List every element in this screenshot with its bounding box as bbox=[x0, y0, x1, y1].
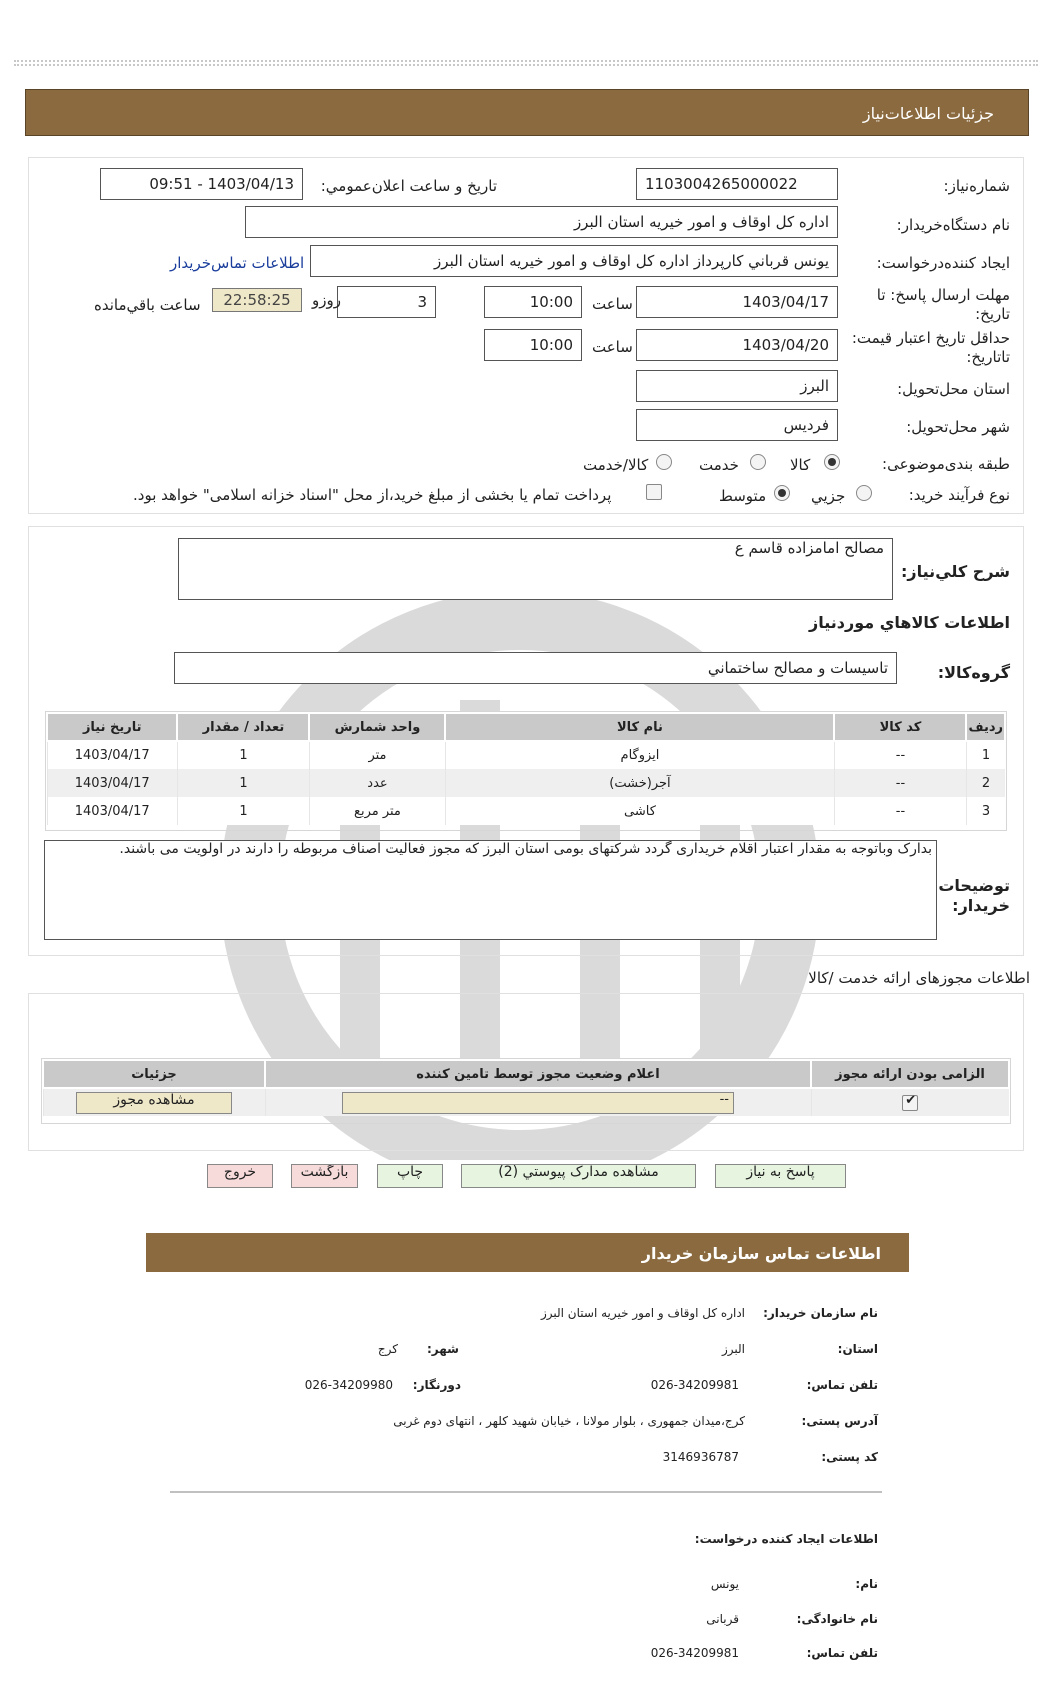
table-row[interactable] bbox=[43, 1088, 1009, 1116]
permit-required-checkbox[interactable] bbox=[902, 1092, 918, 1111]
col-quantity: تعداد / مقدار bbox=[177, 713, 309, 741]
price-validity-time-label: ساعت bbox=[592, 338, 633, 356]
days-field: 3 bbox=[337, 286, 436, 318]
contact-phone-label: تلفن تماس: bbox=[806, 1378, 878, 1392]
contact-divider bbox=[170, 1491, 882, 1493]
print-button[interactable]: چاپ bbox=[377, 1164, 443, 1188]
remaining-label: ساعت باقي‌مانده bbox=[94, 296, 201, 314]
col-date: تاريخ نياز bbox=[47, 713, 177, 741]
goods-section-title: اطلاعات کالاهاي موردنياز bbox=[809, 613, 1010, 632]
summary-label: شرح کلي‌نياز: bbox=[901, 562, 1010, 581]
deadline-date-field: 1403/04/17 bbox=[636, 286, 838, 318]
buyer-org-field: اداره کل اوقاف و امور خيريه استان البرز bbox=[245, 206, 838, 238]
buyer-notes-field: بدارک وباتوجه به مقدار اعتبار اقلام خريداری گردد شرکتهای بومی استان البرز که مجوز فعاليت اصناف مربوطه را دارند در اولويت می باشند. bbox=[44, 840, 937, 940]
summary-field: مصالح امامزاده قاسم ع bbox=[178, 538, 893, 600]
category-option-service: خدمت bbox=[699, 456, 739, 474]
category-radio-goods-service[interactable] bbox=[656, 454, 672, 470]
countdown-timer: 22:58:25 bbox=[212, 288, 302, 312]
contact-city-value: کرج bbox=[377, 1342, 398, 1356]
creator-family-value: قربانی bbox=[706, 1612, 739, 1626]
city-field: فرديس bbox=[636, 409, 838, 441]
contact-phone-value: 026-34209981 bbox=[650, 1378, 739, 1392]
creator-name-label: نام: bbox=[855, 1577, 878, 1591]
need-number-field: 1103004265000022 bbox=[636, 168, 838, 200]
category-label: طبقه بندی‌موضوعی: bbox=[882, 455, 1010, 473]
category-option-goods-service: کالا/خدمت bbox=[583, 456, 649, 474]
cell-name: کاشی bbox=[445, 797, 834, 825]
category-option-goods: کالا bbox=[790, 456, 811, 474]
purchase-type-label: نوع فرآيند خريد: bbox=[908, 486, 1010, 504]
deadline-time-field: 10:00 bbox=[484, 286, 582, 318]
payment-note: پرداخت تمام يا بخشی از مبلغ خريد،از محل "اسناد خزانه اسلامی" خواهد بود. bbox=[133, 486, 612, 504]
purchase-option-minor: جزيي bbox=[811, 487, 846, 505]
creator-label: ايجاد کننده‌درخواست: bbox=[876, 254, 1010, 272]
contact-title: اطلاعات تماس سازمان خريدار bbox=[641, 1244, 881, 1263]
table-row[interactable] bbox=[47, 741, 1005, 769]
days-label: روزو bbox=[312, 291, 341, 309]
cell-quantity: 1 bbox=[177, 769, 309, 797]
permit-status-cell bbox=[265, 1088, 811, 1116]
permits-table bbox=[41, 1058, 1011, 1124]
check-mark-icon: ✔ bbox=[905, 1092, 917, 1108]
price-validity-date-field: 1403/04/20 bbox=[636, 329, 838, 361]
category-radio-goods[interactable] bbox=[824, 454, 840, 470]
col-row: رديف bbox=[966, 713, 1005, 741]
cell-date: 1403/04/17 bbox=[47, 741, 177, 769]
col-unit: واحد شمارش bbox=[309, 713, 445, 741]
buyer-contact-link[interactable]: اطلاعات تماس‌خريدار bbox=[170, 254, 305, 272]
deadline-time-label: ساعت bbox=[592, 295, 633, 313]
contact-province-value: البرز bbox=[721, 1342, 745, 1356]
page-header bbox=[25, 89, 1029, 136]
cell-name: ايزوگام bbox=[445, 741, 834, 769]
cell-code: -- bbox=[834, 769, 966, 797]
treasury-bond-checkbox[interactable] bbox=[646, 484, 662, 500]
price-validity-time-field: 10:00 bbox=[484, 329, 582, 361]
province-label: استان محل‌تحويل: bbox=[897, 380, 1010, 398]
page-title: جزئیات اطلاعات‌نیاز bbox=[862, 104, 994, 123]
city-label: شهر محل‌تحويل: bbox=[906, 418, 1010, 436]
table-row[interactable] bbox=[47, 769, 1005, 797]
creator-name-value: يونس bbox=[710, 1577, 739, 1591]
cell-unit: متر bbox=[309, 741, 445, 769]
cell-row: 1 bbox=[966, 741, 1005, 769]
col-code: کد کالا bbox=[834, 713, 966, 741]
cell-row: 2 bbox=[966, 769, 1005, 797]
cell-name: آجر(خشت) bbox=[445, 769, 834, 797]
contact-postal-value: 3146936787 bbox=[662, 1450, 739, 1464]
creator-phone-value: 026-34209981 bbox=[650, 1646, 739, 1660]
creator-field: يونس قرباني کارپرداز اداره کل اوقاف و امور خيريه استان البرز bbox=[310, 245, 838, 277]
exit-button[interactable]: خروج bbox=[207, 1164, 273, 1188]
table-row[interactable] bbox=[47, 797, 1005, 825]
cell-date: 1403/04/17 bbox=[47, 797, 177, 825]
col-permit-details: جزئيات bbox=[43, 1060, 265, 1088]
contact-city-label: شهر: bbox=[427, 1342, 459, 1356]
cell-row: 3 bbox=[966, 797, 1005, 825]
creator-phone-label: تلفن تماس: bbox=[806, 1646, 878, 1660]
announce-datetime-field: 1403/04/13 - 09:51 bbox=[100, 168, 303, 200]
creator-section-title: اطلاعات ايجاد کننده درخواست: bbox=[694, 1532, 878, 1546]
col-name: نام کالا bbox=[445, 713, 834, 741]
goods-group-label: گروه‌کالا: bbox=[937, 663, 1010, 682]
buyer-notes-label: توضيحات خريدار: bbox=[938, 876, 1010, 915]
province-field: البرز bbox=[636, 370, 838, 402]
top-divider bbox=[14, 60, 1038, 66]
contact-header bbox=[146, 1233, 909, 1272]
contact-address-label: آدرس پستی: bbox=[801, 1414, 878, 1428]
respond-button[interactable]: پاسخ به نياز bbox=[715, 1164, 846, 1188]
contact-fax-label: دورنگار: bbox=[412, 1378, 461, 1392]
contact-postal-label: کد پستی: bbox=[821, 1450, 878, 1464]
view-permit-button[interactable]: مشاهده مجوز bbox=[76, 1092, 232, 1114]
cell-code: -- bbox=[834, 741, 966, 769]
permit-status-field[interactable]: -- bbox=[342, 1092, 734, 1114]
purchase-radio-medium[interactable] bbox=[774, 485, 790, 501]
need-number-label: شماره‌نیاز: bbox=[943, 177, 1010, 195]
creator-family-label: نام خانوادگی: bbox=[796, 1612, 878, 1626]
contact-org-label: نام سازمان خريدار: bbox=[763, 1306, 878, 1320]
purchase-radio-minor[interactable] bbox=[856, 485, 872, 501]
cell-unit: متر مربع bbox=[309, 797, 445, 825]
back-button[interactable]: بازگشت bbox=[291, 1164, 358, 1188]
col-permit-required: الزامی بودن ارائه مجوز bbox=[811, 1060, 1009, 1088]
permits-title: اطلاعات مجوزهای ارائه خدمت /کالا bbox=[808, 969, 1030, 987]
contact-fax-value: 026-34209980 bbox=[304, 1378, 393, 1392]
view-attachments-button[interactable]: مشاهده مدارک پيوستي (2) bbox=[461, 1164, 696, 1188]
cell-quantity: 1 bbox=[177, 797, 309, 825]
contact-address-value: کرج،ميدان جمهوری ، بلوار مولانا ، خيابان شهيد کلهر ، انتهای دوم غربی bbox=[393, 1414, 745, 1428]
category-radio-service[interactable] bbox=[750, 454, 766, 470]
purchase-option-medium: متوسط bbox=[719, 487, 767, 505]
permit-required-cell bbox=[811, 1088, 1009, 1116]
goods-table bbox=[45, 711, 1007, 831]
deadline-label: مهلت ارسال پاسخ: تا تاريخ: bbox=[876, 286, 1010, 323]
price-validity-label: حداقل تاريخ اعتبار قيمت: تاتاريخ: bbox=[851, 329, 1010, 366]
permit-details-cell bbox=[43, 1088, 265, 1116]
cell-code: -- bbox=[834, 797, 966, 825]
goods-group-field: تاسيسات و مصالح ساختماني bbox=[174, 652, 897, 684]
contact-org-value: اداره کل اوقاف و امور خيريه استان البرز bbox=[540, 1306, 745, 1320]
cell-quantity: 1 bbox=[177, 741, 309, 769]
contact-province-label: استان: bbox=[837, 1342, 878, 1356]
buyer-org-label: نام دستگاه‌خريدار: bbox=[896, 216, 1010, 234]
cell-date: 1403/04/17 bbox=[47, 769, 177, 797]
col-permit-status: اعلام وضعيت مجوز توسط تامين کننده bbox=[265, 1060, 811, 1088]
cell-unit: عدد bbox=[309, 769, 445, 797]
announce-label: تاريخ و ساعت اعلان‌عمومي: bbox=[320, 177, 497, 195]
